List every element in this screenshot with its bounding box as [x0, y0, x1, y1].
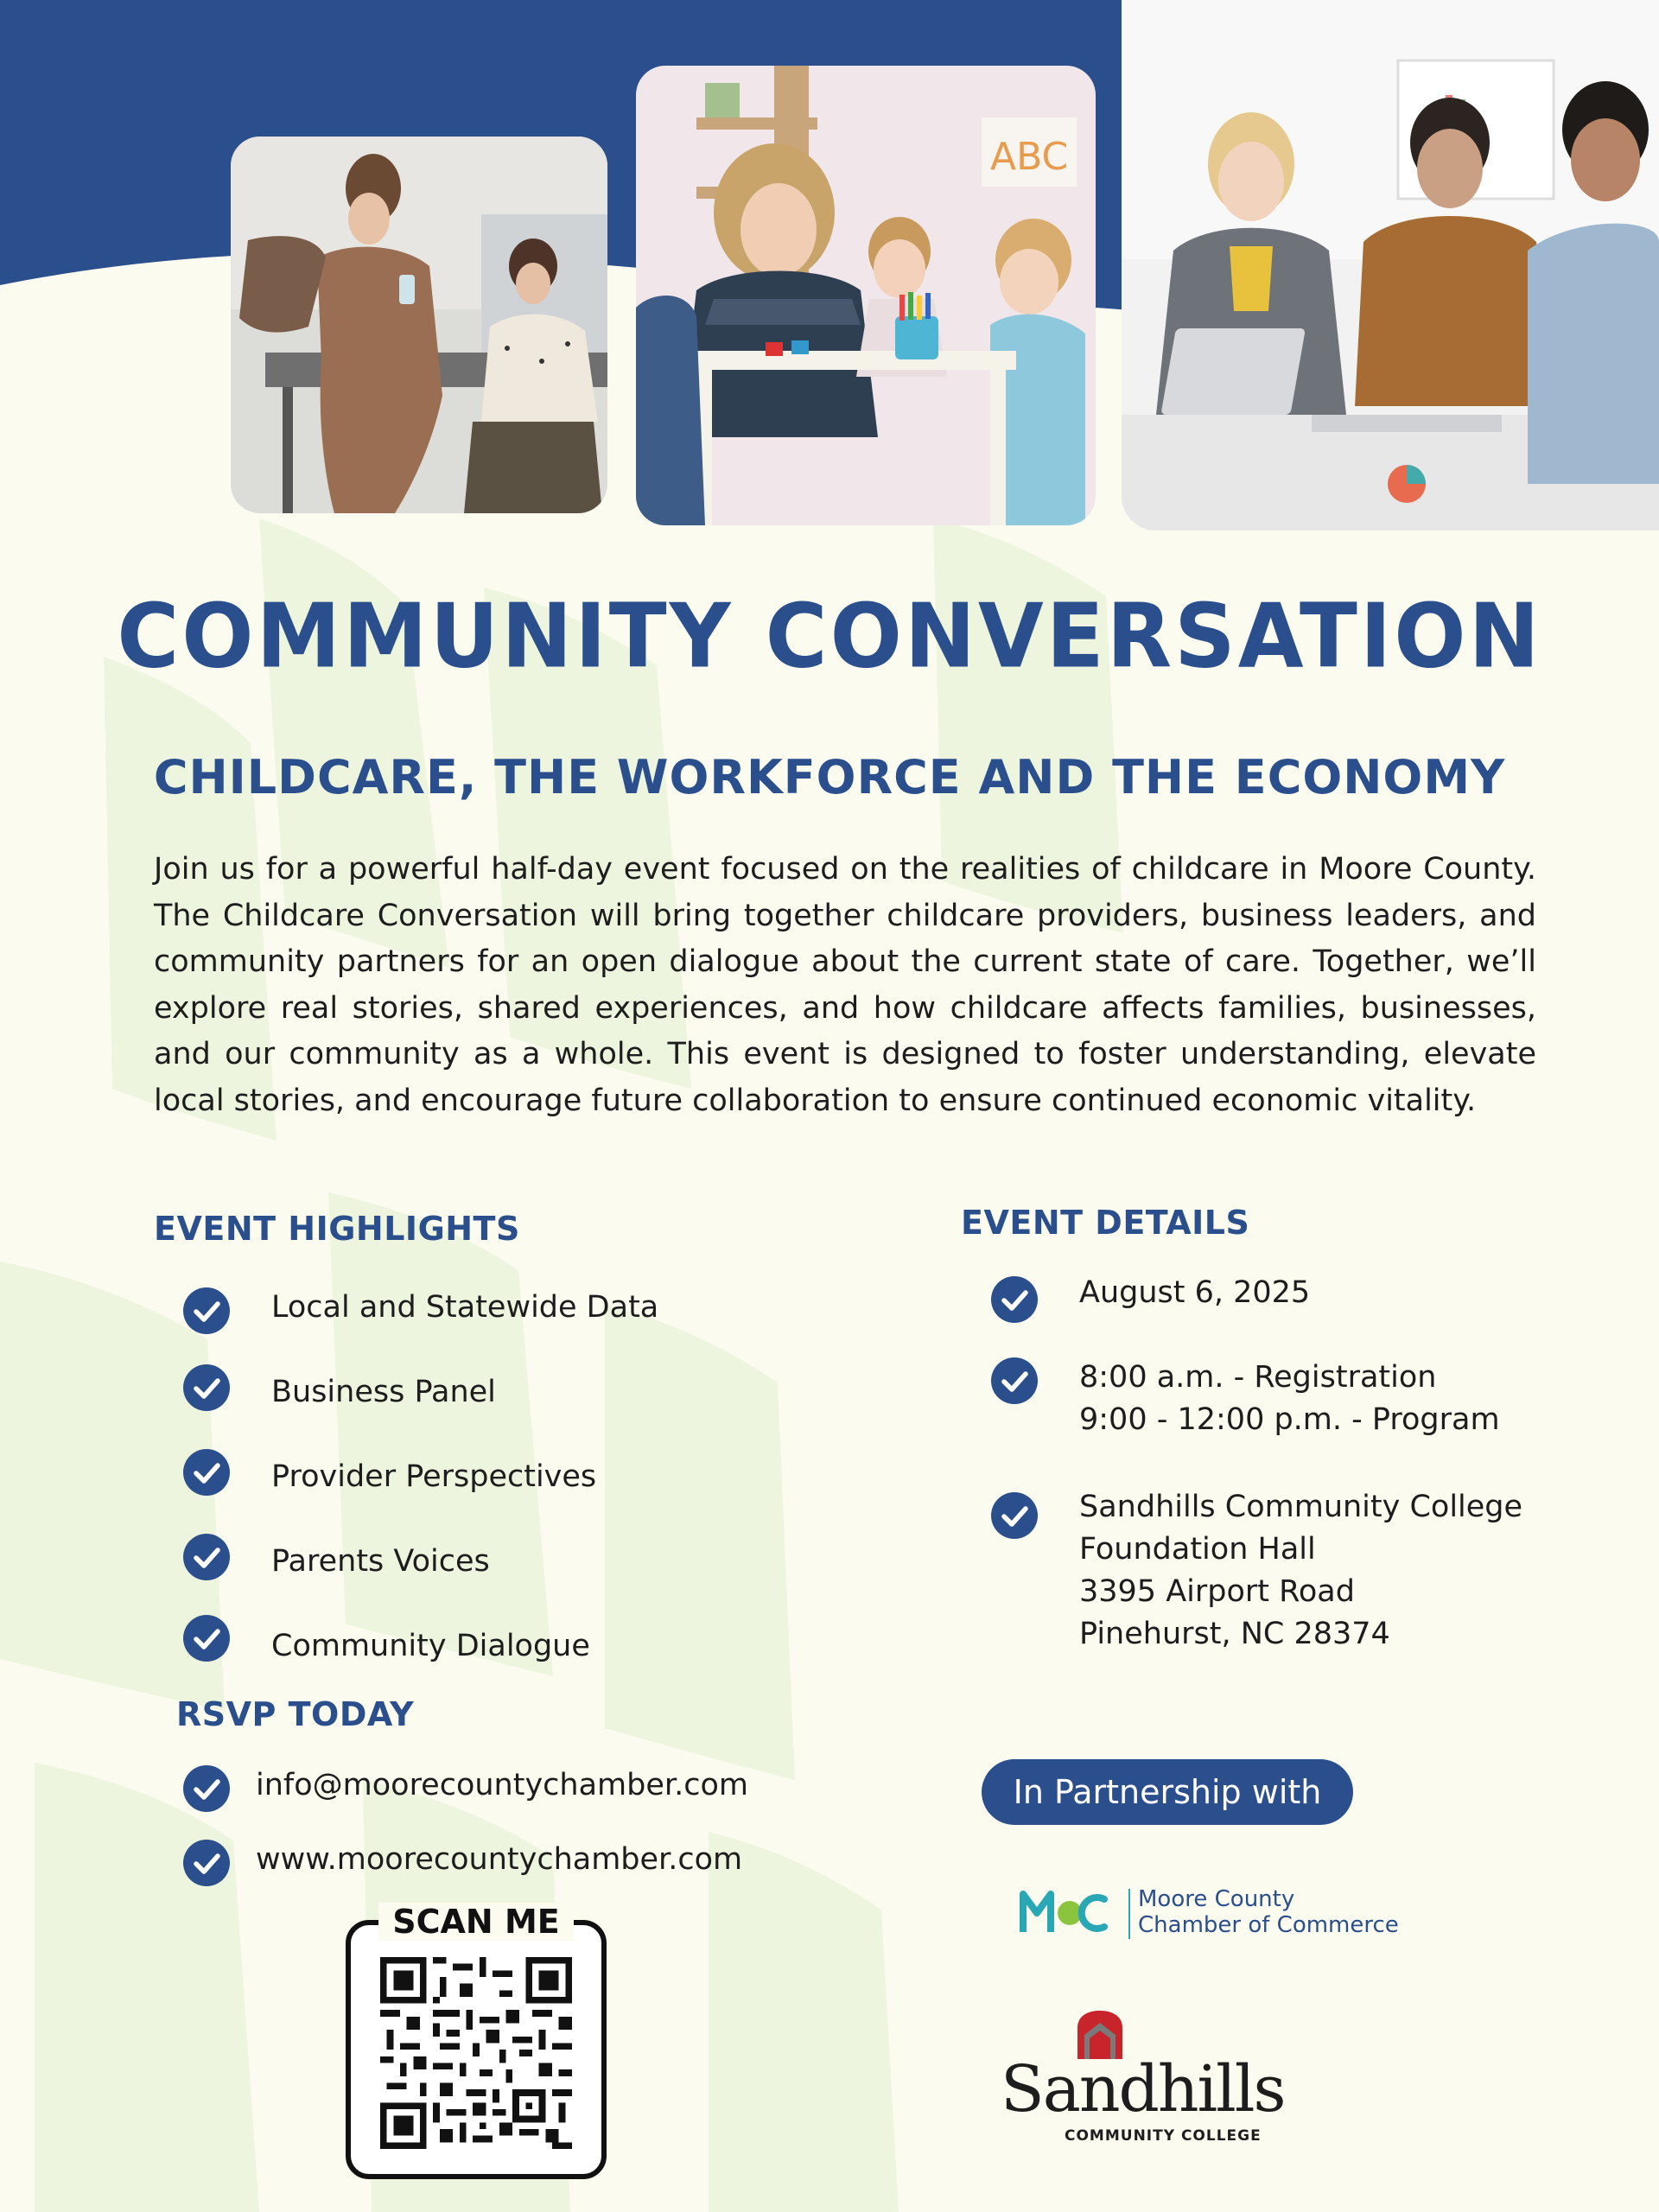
photo-business-meeting [1122, 0, 1659, 531]
event-date: August 6, 2025 [1079, 1275, 1311, 1310]
rsvp-email-link[interactable]: info@moorecountychamber.com [256, 1768, 748, 1802]
college-name: Sandhills [1001, 2052, 1285, 2126]
scan-me-label: SCAN ME [346, 1903, 607, 1941]
highlights-heading: EVENT HIGHLIGHTS [154, 1210, 520, 1248]
intro-paragraph: Join us for a powerful half-day event focused on the realities of childcare in Moore County. The Childcare Conversation will bring together childcare providers, business leaders, and community partners for an open dialogue about the current state of care. Together, we’ll explore real stories, shared experiences, and how childcare affects families, businesses, and our community as a whole. This event is designed to foster understanding, elevate local stories, and encourage future collaboration to ensure continued economic vitality. [154, 852, 1536, 1118]
check-circle-icon [182, 1363, 231, 1412]
photo-office-discussion [231, 137, 607, 513]
highlight-label: Provider Perspectives [271, 1459, 597, 1494]
qr-code[interactable] [380, 1957, 572, 2149]
check-circle-icon [990, 1491, 1039, 1540]
address-street: 3395 Airport Road [1079, 1574, 1355, 1609]
venue-hall: Foundation Hall [1079, 1532, 1316, 1567]
check-circle-icon [182, 1839, 231, 1887]
page-title: COMMUNITY CONVERSATION [117, 585, 1542, 689]
photo-classroom [636, 66, 1096, 525]
highlight-label: Business Panel [271, 1375, 496, 1409]
highlight-label: Local and Statewide Data [271, 1290, 659, 1325]
venue-name: Sandhills Community College [1079, 1490, 1523, 1524]
chamber-name: Moore County Chamber of Commerce [1138, 1886, 1399, 1938]
partnership-badge: In Partnership with [982, 1759, 1353, 1825]
check-circle-icon [182, 1448, 231, 1497]
check-circle-icon [182, 1287, 231, 1335]
check-circle-icon [182, 1614, 231, 1662]
svg-text:ABC: ABC [990, 135, 1069, 179]
college-subtitle: COMMUNITY COLLEGE [1065, 2127, 1262, 2145]
program-time: 9:00 - 12:00 p.m. - Program [1079, 1402, 1500, 1437]
highlight-label: Community Dialogue [271, 1629, 590, 1663]
check-circle-icon [990, 1275, 1039, 1324]
check-circle-icon [990, 1357, 1039, 1405]
background-pattern [0, 484, 1659, 2212]
page-subtitle: CHILDCARE, THE WORKFORCE AND THE ECONOMY [153, 750, 1506, 804]
registration-time: 8:00 a.m. - Registration [1079, 1360, 1437, 1395]
check-circle-icon [182, 1533, 231, 1581]
highlight-label: Parents Voices [271, 1544, 490, 1579]
rsvp-heading: RSVP TODAY [176, 1695, 415, 1733]
details-heading: EVENT DETAILS [961, 1204, 1250, 1242]
check-circle-icon [182, 1764, 231, 1813]
rsvp-website-link[interactable]: www.moorecountychamber.com [256, 1842, 743, 1877]
address-city: Pinehurst, NC 28374 [1079, 1617, 1390, 1651]
